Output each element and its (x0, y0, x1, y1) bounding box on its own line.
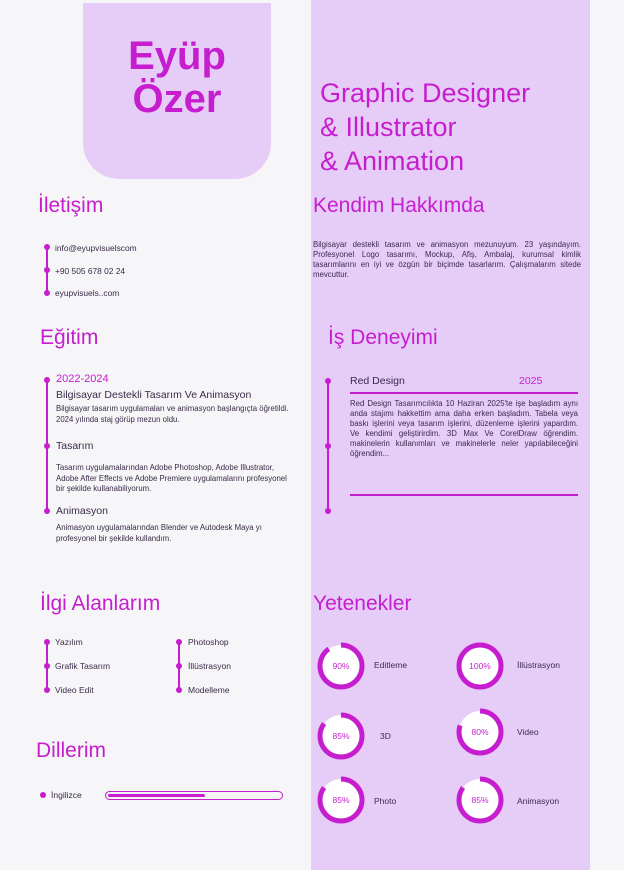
bullet-icon (44, 663, 50, 669)
first-name: Eyüp (128, 34, 226, 78)
contact-phone[interactable]: +90 505 678 02 24 (55, 266, 126, 276)
bullet-icon (44, 687, 50, 693)
divider (350, 392, 578, 394)
education-desc: Bilgisayar tasarım uygulamaları ve animasyon başlangıçta öğretildi. 2024 yılında staj görüp mezun oldu. (56, 404, 289, 424)
bullet-icon (325, 378, 331, 384)
education-title: Animasyon (56, 505, 108, 517)
skill-name: Video (517, 727, 539, 737)
education-title: Tasarım (56, 440, 94, 452)
skill-percent: 100% (469, 661, 491, 671)
bullet-icon (44, 290, 50, 296)
job-title-line: Graphic Designer (320, 78, 531, 108)
bullet-icon (44, 377, 50, 383)
job-title (320, 76, 530, 178)
skill-ring (455, 775, 505, 825)
experience-year: 2025 (519, 375, 543, 387)
experience-desc: Red Design Tasarımcılıkta 10 Haziran 2025'te işe başladım aynı anda stajımı hakkettim ama daha erken başladım. Tabela veya baskı işlerini veya tasarım işlerini, düzenleme işlerini yapardım. Ve kendimi geliştirirdim. 3D Max Ve CorelDraw öğrendim. makinelerin kullanımları ve makinelerle neler yapılabileceğini öğrendim... (350, 399, 578, 458)
skill-percent: 85% (332, 795, 350, 805)
bullet-icon (44, 508, 50, 514)
contact-website[interactable]: eyupvisuels..com (55, 288, 120, 298)
bullet-icon (176, 639, 182, 645)
name (83, 35, 271, 121)
bullet-icon (176, 687, 182, 693)
education-year: 2022-2024 (56, 373, 109, 385)
skill-name: Animasyon (517, 796, 560, 806)
bullet-icon (325, 443, 331, 449)
interest-item: Video Edit (55, 685, 94, 695)
language-name: İngilizce (51, 790, 82, 800)
about-text: Bilgisayar destekli tasarım ve animasyon mezunuyum. 23 yaşındayım. Profesyonel Logo tasarımı, Mockup, Afiş, Ambalaj, kurumsal kimlik tasarımlarını en iyi ve özgün bir biçimde tasarlarım. Çalışmalarım sitede mevcuttur. (313, 240, 581, 279)
language-level-bar (105, 791, 283, 800)
bullet-icon (44, 443, 50, 449)
interest-item: Photoshop (188, 637, 229, 647)
education-desc: Tasarım uygulamalarından Adobe Photoshop, Adobe Illustrator, Adobe After Effects ve Adobe Premiere uygulamalarını profesyonel bir şekilde kullanabiliyorum. (56, 463, 287, 493)
education-title: Bilgisayar Destekli Tasarım Ve Animasyon (56, 389, 252, 401)
name-block (83, 3, 271, 179)
skill-percent: 90% (332, 661, 350, 671)
experience-heading: İş Deneyimi (328, 326, 438, 349)
interest-item: İllüstrasyon (188, 661, 231, 671)
interests-heading: İlgi Alanlarım (40, 592, 161, 615)
interest-item: Modelleme (188, 685, 230, 695)
skill-name: Photo (374, 796, 397, 806)
experience-company: Red Design (350, 375, 405, 387)
skill-ring (316, 711, 366, 761)
language-level-fill (108, 794, 205, 797)
skill-percent: 80% (471, 727, 489, 737)
skill-ring (316, 641, 366, 691)
bullet-icon (44, 267, 50, 273)
skills-heading: Yetenekler (313, 592, 412, 615)
bullet-icon (176, 663, 182, 669)
bullet-icon (44, 244, 50, 250)
job-title-line: & Animation (320, 146, 465, 176)
skill-percent: 85% (471, 795, 489, 805)
languages-heading: Dillerim (36, 739, 106, 762)
skill-ring (455, 641, 505, 691)
skill-percent: 85% (332, 731, 350, 741)
bullet-icon (44, 639, 50, 645)
interest-item: Grafik Tasarım (55, 661, 111, 671)
skill-name: 3D (380, 731, 391, 741)
skill-name: İllüstrasyon (517, 660, 560, 670)
education-desc: Animasyon uygulamalarından Blender ve Autodesk Maya yı profesyonel bir şekilde kullandım. (56, 523, 262, 543)
job-title-line: & Illustrator (320, 112, 457, 142)
skill-name: Editleme (374, 660, 408, 670)
skill-ring (455, 707, 505, 757)
bullet-icon (325, 508, 331, 514)
last-name: Özer (132, 77, 222, 121)
bullet-icon (40, 792, 46, 798)
education-heading: Eğitim (40, 326, 99, 349)
skill-ring (316, 775, 366, 825)
about-heading: Kendim Hakkımda (313, 194, 485, 217)
interest-item: Yazılım (55, 637, 83, 647)
contact-heading: İletişim (38, 194, 104, 217)
divider (350, 494, 578, 496)
contact-email[interactable]: info@eyupvisuelscom (55, 243, 137, 253)
